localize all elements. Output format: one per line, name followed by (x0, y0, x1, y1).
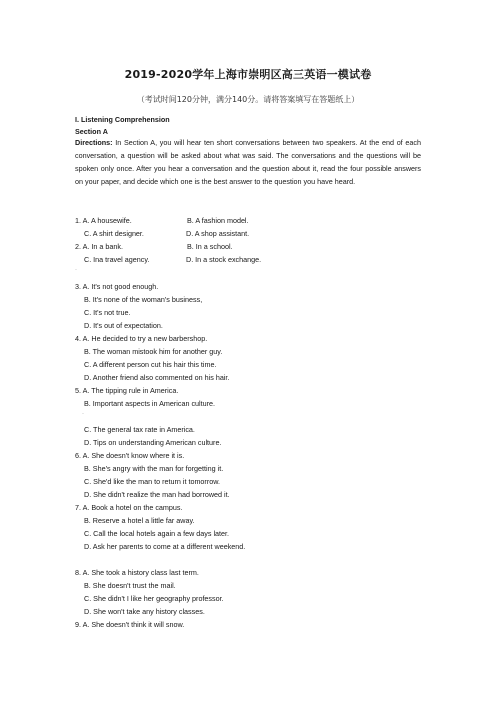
q8-option-d: D. She won't take any history classes. (84, 607, 205, 616)
q4-option-c: C. A different person cut his hair this time. (84, 360, 217, 369)
q6-option-c: C. She'd like the man to return it tomorrow. (84, 477, 220, 486)
q2-option-b: B. In a school. (187, 242, 233, 251)
q7-option-d: D. Ask her parents to come at a different weekend. (84, 542, 246, 551)
q9-option-a: 9. A. She doesn't think it will snow. (75, 620, 185, 629)
q3-option-a: 3. A. It's not good enough. (75, 282, 159, 291)
directions-label: Directions: (75, 138, 113, 147)
q6-option-b: B. She's angry with the man for forgetting it. (84, 464, 224, 473)
q6-option-d: D. She didn't realize the man had borrowed it. (84, 490, 230, 499)
page-title: 2019-2020学年上海市崇明区高三英语一模试卷 (124, 68, 372, 81)
q3-option-c: C. It's not true. (84, 308, 131, 317)
section-heading: I. Listening Comprehension (75, 115, 170, 124)
q5-option-c: C. The general tax rate in America. (84, 425, 195, 434)
q1-option-c: C. A shirt designer. (84, 229, 144, 238)
q2-option-d: D. In a stock exchange. (186, 255, 262, 264)
q3-option-b: B. It's none of the woman's business, (84, 295, 203, 304)
exam-instructions: （考试时间120分钟，满分140分。请将答案填写在答题纸上） (136, 95, 360, 104)
q7-option-b: B. Reserve a hotel a little far away. (84, 516, 195, 525)
section-a-heading: Section A (75, 127, 108, 136)
q6-option-a: 6. A. She doesn't know where it is. (75, 451, 185, 460)
q8-option-b: B. She doesn't trust the mail. (84, 581, 176, 590)
q8-option-a: 8. A. She took a history class last term. (75, 568, 199, 577)
q3-option-d: D. It's out of expectation. (84, 321, 163, 330)
stray-mark: · (82, 411, 84, 417)
q7-option-a: 7. A. Book a hotel on the campus. (75, 503, 183, 512)
q1-option-b: B. A fashion model. (187, 216, 249, 225)
q4-option-b: B. The woman mistook him for another guy. (84, 347, 223, 356)
q4-option-a: 4. A. He decided to try a new barbershop. (75, 334, 208, 343)
directions-paragraph (75, 137, 421, 189)
stray-mark: · (75, 267, 77, 273)
q8-option-c: C. She didn't I like her geography professor. (84, 594, 224, 603)
q5-option-a: 5. A. The tipping rule in America. (75, 386, 179, 395)
q5-option-b: B. Important aspects in American culture. (84, 399, 216, 408)
q1-option-a: 1. A. A housewife. (75, 216, 132, 225)
directions-text: In Section A, you will hear ten short conversations between two speakers. At the end of each conversation, a question will be asked about what was said. The conversations and the questions will be spoken only once. After you hear a conversation and the question about it, read the four possible answers on your paper, and decide which one is the best answer to the question you have heard. (75, 138, 421, 186)
q4-option-d: D. Another friend also commented on his hair. (84, 373, 230, 382)
q1-option-d: D. A shop assistant. (186, 229, 250, 238)
q5-option-d: D. Tips on understanding American culture. (84, 438, 222, 447)
q2-option-a: 2. A. In a bank. (75, 242, 123, 251)
q2-option-c: C. Ina travel agency. (84, 255, 150, 264)
q7-option-c: C. Call the local hotels again a few days later. (84, 529, 230, 538)
